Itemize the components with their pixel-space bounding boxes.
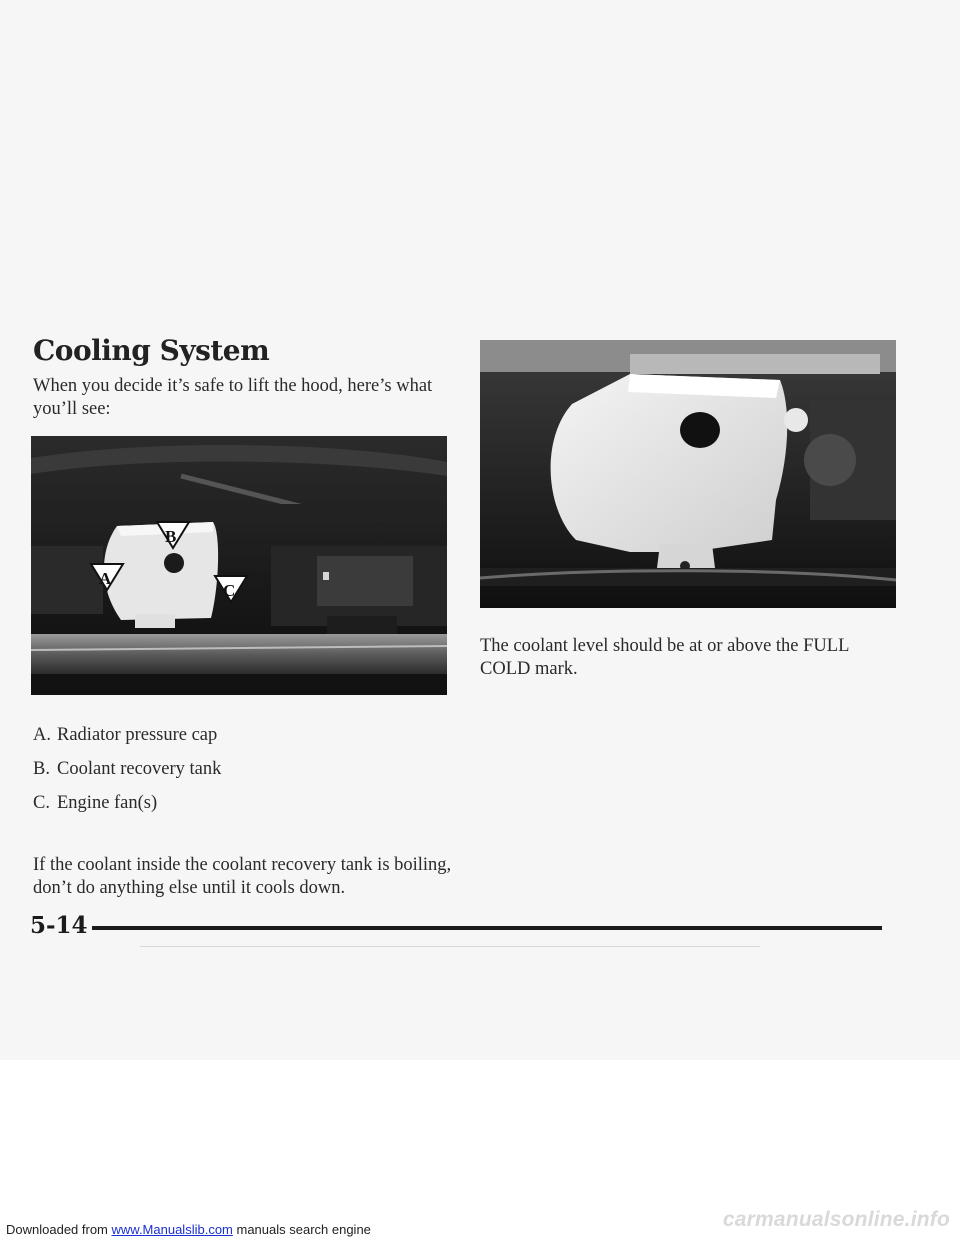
engine-bay-photo — [31, 436, 447, 695]
callout-c-label: C — [223, 581, 236, 600]
callout-a-label: A — [99, 569, 112, 588]
callout-b-label: B — [165, 527, 177, 546]
scan-line — [140, 946, 760, 947]
legend-item-a — [33, 724, 221, 747]
legend-letter: B. — [33, 759, 50, 779]
callout-legend — [33, 724, 221, 826]
tank-caption: The coolant level should be at or above the FULL COLD mark. — [480, 636, 849, 679]
legend-letter: C. — [33, 793, 50, 813]
legend-item-c — [33, 792, 221, 815]
legend-letter: A. — [33, 725, 51, 745]
section-title: Cooling System — [33, 334, 270, 367]
site-watermark: carmanualsonline.info — [722, 1208, 950, 1231]
banner-prefix: Downloaded from — [6, 1222, 112, 1237]
coolant-tank-photo — [480, 340, 896, 608]
download-banner — [6, 1222, 371, 1237]
page-number: 5-14 — [30, 912, 88, 939]
banner-suffix: manuals search engine — [232, 1222, 371, 1237]
legend-item-b — [33, 758, 221, 781]
legend-text: Coolant recovery tank — [57, 759, 222, 779]
boiling-note: If the coolant inside the coolant recovery tank is boiling, don’t do anything else until it cools down. — [33, 855, 452, 898]
legend-text: Radiator pressure cap — [57, 725, 218, 745]
legend-text: Engine fan(s) — [57, 793, 158, 813]
footer-rule — [92, 926, 882, 930]
manualslib-link[interactable]: www.Manualslib.com — [111, 1222, 233, 1237]
intro-paragraph: When you decide it’s safe to lift the hood, here’s what you’ll see: — [33, 376, 433, 419]
